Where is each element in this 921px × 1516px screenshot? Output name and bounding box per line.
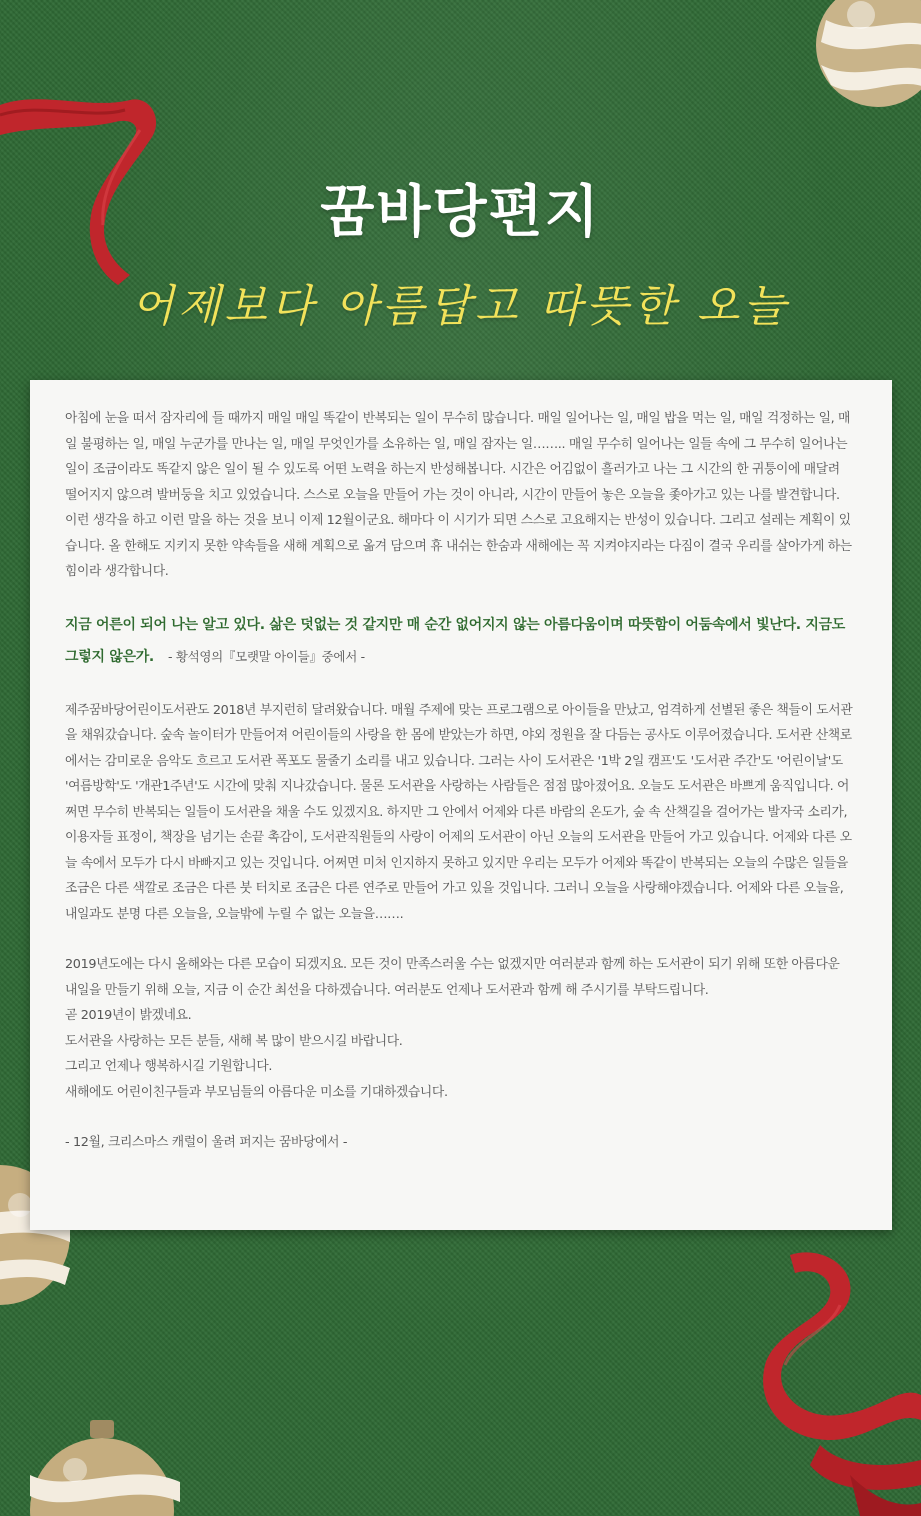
ornament-bottom-left: [30, 1420, 180, 1516]
letter-line-4: 새해에도 어린이친구들과 부모님들의 아름다운 미소를 기대하겠습니다.: [65, 1084, 448, 1100]
letter-card: [30, 380, 892, 1230]
quote-block: [65, 610, 855, 673]
quote-source: - 황석영의『모랫말 아이들』중에서 -: [167, 648, 365, 664]
page-subtitle: 어제보다 아름답고 따뜻한 오늘: [131, 281, 790, 332]
letter-content: [65, 406, 855, 1156]
letter-line-3: 그리고 언제나 행복하시길 기원합니다.: [65, 1059, 273, 1074]
page-title: 꿈바당편지: [320, 180, 601, 245]
ribbon-bottom-right: [730, 1245, 921, 1516]
quote-text: 지금 어른이 되어 나는 알고 있다. 삶은 덧없는 것 같지만 매 순간 없어지지 않는 아름다움이며 따뜻함이 어둠속에서 빛난다. 지금도 그렇지 않은가.: [65, 616, 846, 665]
ornament-top-right: [806, 0, 921, 120]
letter-paragraph-1: 아침에 눈을 떠서 잠자리에 들 때까지 매일 매일 똑같이 반복되는 일이 무수히 많습니다. 매일 일어나는 일, 매일 밥을 먹는 일, 매일 걱정하는 일, 매일 불평하는 일, 매일 누군가를 만나는 일, 매일 무엇인가를 소유하는 일, 매일 잠자는 일…….. 매일 무수히 일어나는 일들 속에 그 무수히 일어나는 일이 조금이라도 똑같지 않은 일이 될 수 있도록 어떤 노력을 하는지 반성해봅니다. 시간은 어김없이 흘러가고 나는 그 시간의 한 귀퉁이에 매달려 떨어지지 않으려 발버둥을 치고 있었습니다. 스스로 오늘을 만들어 가는 것이 아니라, 시간이 만들어 놓은 오늘을 좇아가고 있는 나를 발견합니다. 이런 생각을 하고 이런 말을 하는 것을 보니 이제 12월이군요. 해마다 이 시기가 되면 스스로 고요해지는 반성이 있습니다. 그리고 설레는 계획이 있습니다. 올 한해도 지키지 못한 약속들을 새해 계획으로 옮겨 담으며 휴 내쉬는 한숨과 새해에는 꼭 지켜야지라는 다짐이 결국 우리를 살아가게 하는 힘이라 생각합니다.: [65, 411, 852, 579]
letter-line-1: 곧 2019년이 밝겠네요.: [65, 1008, 192, 1023]
letter-paragraph-2: 제주꿈바당어린이도서관도 2018년 부지런히 달려왔습니다. 매월 주제에 맞는 프로그램으로 아이들을 만났고, 엄격하게 선별된 좋은 책들이 도서관을 채워갔습니다. 숲속 놀이터가 만들어져 어린이들의 사랑을 한 몸에 받았는가 하면, 야외 정원을 잘 다듬는 공사도 이루어졌습니다. 도서관 산책로에서는 감미로운 음악도 흐르고 도서관 폭포도 물줄기 소리를 내고 있습니다. 그러는 사이 도서관은 '1박 2일 캠프'도 '도서관 주간'도 '어린이날'도 '여름방학'도 '개관1주년'도 시간에 맞춰 지나갔습니다. 물론 도서관을 사랑하는 사람들은 점점 많아졌어요. 오늘도 도서관은 바쁘게 움직입니다. 어쩌면 무수히 반복되는 일들이 도서관을 채울 수도 있겠지요. 하지만 그 안에서 어제와 다른 바람의 온도가, 숲 속 산책길을 걸어가는 발자국 소리가, 이용자들 표정이, 책장을 넘기는 손끝 촉감이, 도서관직원들의 사랑이 어제의 도서관이 아닌 오늘의 도서관을 만들어 가고 있습니다. 어제와 다른 오늘 속에서 모두가 다시 바빠지고 있는 것입니다. 어쩌면 미처 인지하지 못하고 있지만 우리는 모두가 어제와 똑같이 반복되는 오늘의 수많은 일들을 조금은 다른 색깔로 조금은 다른 붓 터치로 조금은 다른 연주로 만들어 가고 있을 것입니다. 그러니 오늘을 사랑해야겠습니다. 어제와 다른 오늘을, 내일과도 분명 다른 오늘을, 오늘밖에 누릴 수 없는 오늘을…….: [65, 702, 853, 922]
letter-line-2: 도서관을 사랑하는 모든 분들, 새해 복 많이 받으시길 바랍니다.: [65, 1033, 403, 1049]
letter-paragraph-3: 2019년도에는 다시 올해와는 다른 모습이 되겠지요. 모든 것이 만족스러울 수는 없겠지만 여러분과 함께 하는 도서관이 되기 위해 또한 아름다운 내일을 만들기 위해 오늘, 지금 이 순간 최선을 다하겠습니다. 여러분도 언제나 도서관과 함께 해 주시기를 부탁드립니다.: [65, 957, 840, 998]
letter-signoff: - 12월, 크리스마스 캐럴이 울려 퍼지는 꿈바당에서 -: [65, 1135, 348, 1150]
